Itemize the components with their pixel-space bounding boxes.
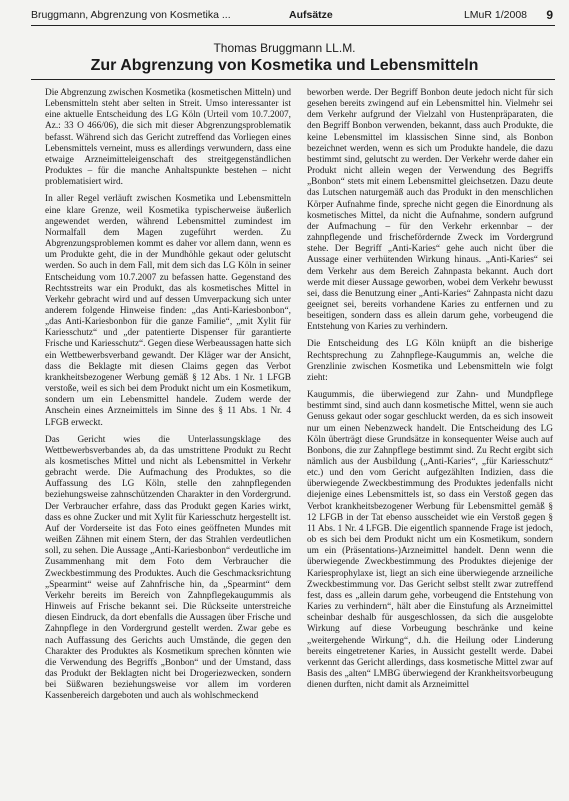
header-rule <box>31 25 555 26</box>
running-title: Bruggmann, Abgrenzung von Kosmetika ... <box>31 9 231 21</box>
running-header <box>31 9 555 23</box>
paragraph: In aller Regel verläuft zwischen Kosmetika und Lebensmitteln eine klare Grenze, weil Kosmetika typischerweise äußerlich angewendet werden, während Lebensmittel zumindest im Normalfall dem Magen zugeführt werden. Zu Abgrenzungsproblemen kommt es daher vor allem dann, wenn es um Produkte geht, die in der Mundhöhle gekaut oder gelutscht werden. So auch in dem Fall, mit dem sich das LG Köln in seiner Entscheidung vom 10.7.2007 zu befassen hatte. Gegenstand des Rechtsstreits war ein Produkt, das als kosmetisches Mittel in Verkehr gebracht wird und auf dessen Umverpackung sich unter anderem folgende Hinweise finden: „das Anti-Kariesbonbon“, „das Anti-Kariesbonbon für die ganze Familie“, „mit Xylit für Kariesschutz“ und „der patentierte Dispenser für garantierte Frische und Kariesschutz“. Gegen diese Werbeaussagen hatte sich ein Wettbewerbsverband gewandt. Der Kläger war der Ansicht, dass die Beklagte mit diesen Claims gegen das Verbot krankheitsbezogener Werbung gemäß § 12 Abs. 1 Nr. 1 LFGB verstoße, weil es sich bei dem Produkt nicht um ein Kosmetikum, sondern um ein Lebensmittel handele. Zudem werde der Anschein eines Arzneimittels im Sinne des § 11 Abs. 1 Nr. 4 LFGB erweckt. <box>45 194 291 428</box>
paragraph: Kaugummis, die überwiegend zur Zahn- und Mundpflege bestimmt sind, sind auch dann kosmetische Mittel, wenn sie auch Genuss gekaut oder sogar geschluckt werden, da es sich insoweit nur um einen Nebenzweck handelt. Die Entscheidung des LG Köln überträgt diese Grundsätze in konsequenter Weise auch auf Bonbons, die zur Zahnpflege bestimmt sind. Zu Recht ergibt sich nämlich aus der Ausbildung („Anti-Karies“, „für Kariesschutz“ etc.) und den vom Gericht aufgezählten Indizien, dass die überwiegende Zweckbestimmung des Produktes jedenfalls nicht diejenige eines Lebensmittels ist, so dass ein Verstoß gegen das Verbot krankheitsbezogener Werbung für Lebensmittel gemäß § 12 LFGB in der Tat ebenso ausscheidet wie ein Verstoß gegen § 11 Abs. 1 Nr. 4 LFGB. Die eigentlich spannende Frage ist jedoch, ob es sich bei dem Produkt nicht um ein Kosmetikum, sondern um ein (Präsentations-)Arzneimittel handelt. Denn wenn die überwiegende Zweckbestimmung des Produktes diejenige der Kariesprophylaxe ist, liegt an sich eine überwiegende arzneiliche Zweckbestimmung vor. Das Gericht selbst stellt zwar zutreffend fest, dass es „allein darum gehe, vorbeugend die Entstehung von Karies zu verhindern“, hält aber die Einstufung als Arzneimittel scheinbar deshalb für ausgeschlossen, da sich die ausgelobte Wirkung auf diese Vorbeugung beschränke und keine „weitergehende Wirkung“, d.h. die Heilung oder Linderung bereits eingetretener Karies, in Aussicht gestellt werde. Dabei verkennt das Gericht allerdings, dass kosmetische Mittel zwar auf Basis des „alten“ LMBG überwiegend der Krankheitsvorbeugung dienen durften, nicht damit als Arzneimittel <box>307 390 553 691</box>
right-column <box>307 88 553 794</box>
article-title: Zur Abgrenzung von Kosmetika und Lebensmitteln <box>90 57 479 74</box>
page-number: 9 <box>546 8 553 22</box>
paragraph: Das Gericht wies die Unterlassungsklage des Wettbewerbsverbandes ab, da das umstrittene Produkt zu Recht als kosmetisches Mittel und nicht als Lebensmittel in Verkehr gebracht werde. Die Aufmachung des Produktes, so die Auffassung des LG Köln, stelle den zahnpflegenden beziehungsweise zahnschützenden Charakter in den Vordergrund. Der Verbraucher erfahre, dass das Produkt gegen Karies wirkt, dass es ohne Zucker und mit Xylit für Kariesschutz hergestellt ist. Auf der Vorderseite ist das Foto eines geöffneten Mundes mit weißen Zähnen mit einem Stern, der das Strahlen verdeutlichen soll, zu sehen. Die Aussage „Anti-Kariesbonbon“ verdeutliche im Zusammenhang mit dem Foto dem Verbraucher die Zweckbestimmung des Produktes. Auch die Geschmacksrichtung „Spearmint“ weise auf Zahnfrische hin, da „Spearmint“ dem Verkehr bereits im Bereich von Zahnpflegekaugummis als Hinweis auf Frische bekannt sei. Die Rückseite unterstreiche diesen Eindruck, da dort ebenfalls die Aussagen über Frische und Zahnpflege in den Vordergrund gestellt werden. Zwar gebe es nach Auffassung des Gerichts auch Umstände, die gegen den Charakter des Produktes als Kosmetikum sprechen könnten wie die Verwendung des Begriffs „Bonbon“ und der Umstand, dass das Produkt der Beklagten nicht bei Drogeriezwecken, sondern bei Süßwaren beziehungsweise vor allem im vorderen Kassenbereich dargeboten und auch als wohlschmeckend <box>45 434 291 702</box>
paragraph: beworben werde. Der Begriff Bonbon deute jedoch nicht für sich gesehen bereits zwingend auf ein Lebensmittel hin. Vielmehr sei dem Verkehr aufgrund der Vielzahl von Hustenpräparaten, die den Begriff Bonbon verwenden, bekannt, dass auch Produkte, die keine Lebensmittel im klassischen Sinne sind, als Bonbon bezeichnet werden, wenn es sich um Produkte handele, die dazu bestimmt sind, gelutscht zu werden. Der Verkehr werde daher ein Produkt nicht allein wegen der Verwendung des Begriffs „Bonbon“ stets mit einem Lebensmittel gleichsetzen. Dazu deute das Lutschen naturgemäß auch das Produkt in den menschlichen Körper Aufnahme finde, spreche nicht gegen die Einordnung als kosmetisches Mittel, da nicht die Aufnahme, sondern aufgrund der Aufmachung – für den Verkehr erkennbar – der zahnpflegende und frischefördernde Zweck im Vordergrund stehe. Der Begriff „Anti-Karies“ gehe auch nicht über die Aussage einer verhütenden Wirkung hinaus. „Anti-Karies“ sei dem Verkehr aus dem Bereich Zahnpasta bekannt. Auch dort werde mit dieser Aussage geworben, wobei dem Verkehr bewusst sei, dass die Benutzung einer „Anti-Karies“ Zahnpasta nicht dazu geeignet sei, bereits vorhandene Karies zu entfernen und zu beseitigen, sondern dass es allein darum gehe, vorbeugend die Entstehung von Karies zu verhindern. <box>307 88 553 333</box>
title-rule <box>31 79 555 80</box>
paragraph: Die Entscheidung des LG Köln knüpft an die bisherige Rechtsprechung zu Zahnpflege-Kaugummis an, welche die Grenzlinie zwischen Kosmetika und Lebensmitteln wie folgt zieht: <box>307 339 553 383</box>
issue-label: LMuR 1/2008 <box>463 9 527 21</box>
article-author: Thomas Bruggmann LL.M. <box>213 41 356 55</box>
left-column <box>45 88 291 794</box>
section-label: Aufsätze <box>289 9 333 21</box>
paragraph: Die Abgrenzung zwischen Kosmetika (kosmetischen Mitteln) und Lebensmitteln steht aber selten in Streit. Umso interessanter ist eine aktuelle Entscheidung des LG Köln (Urteil vom 10.7.2007, Az.: 33 O 466/06), die sich mit dieser Abgrenzungsproblematik befasst. Während sich das Gericht zutreffend das Vorliegen eines Lebensmittels verneint, muss es allerdings verwundern, dass eine etwaige Arzneimitteleigenschaft des streitgegenständlichen Produktes – für die manche Anhaltspunkte bestehen – nicht problematisiert wird. <box>45 88 291 188</box>
